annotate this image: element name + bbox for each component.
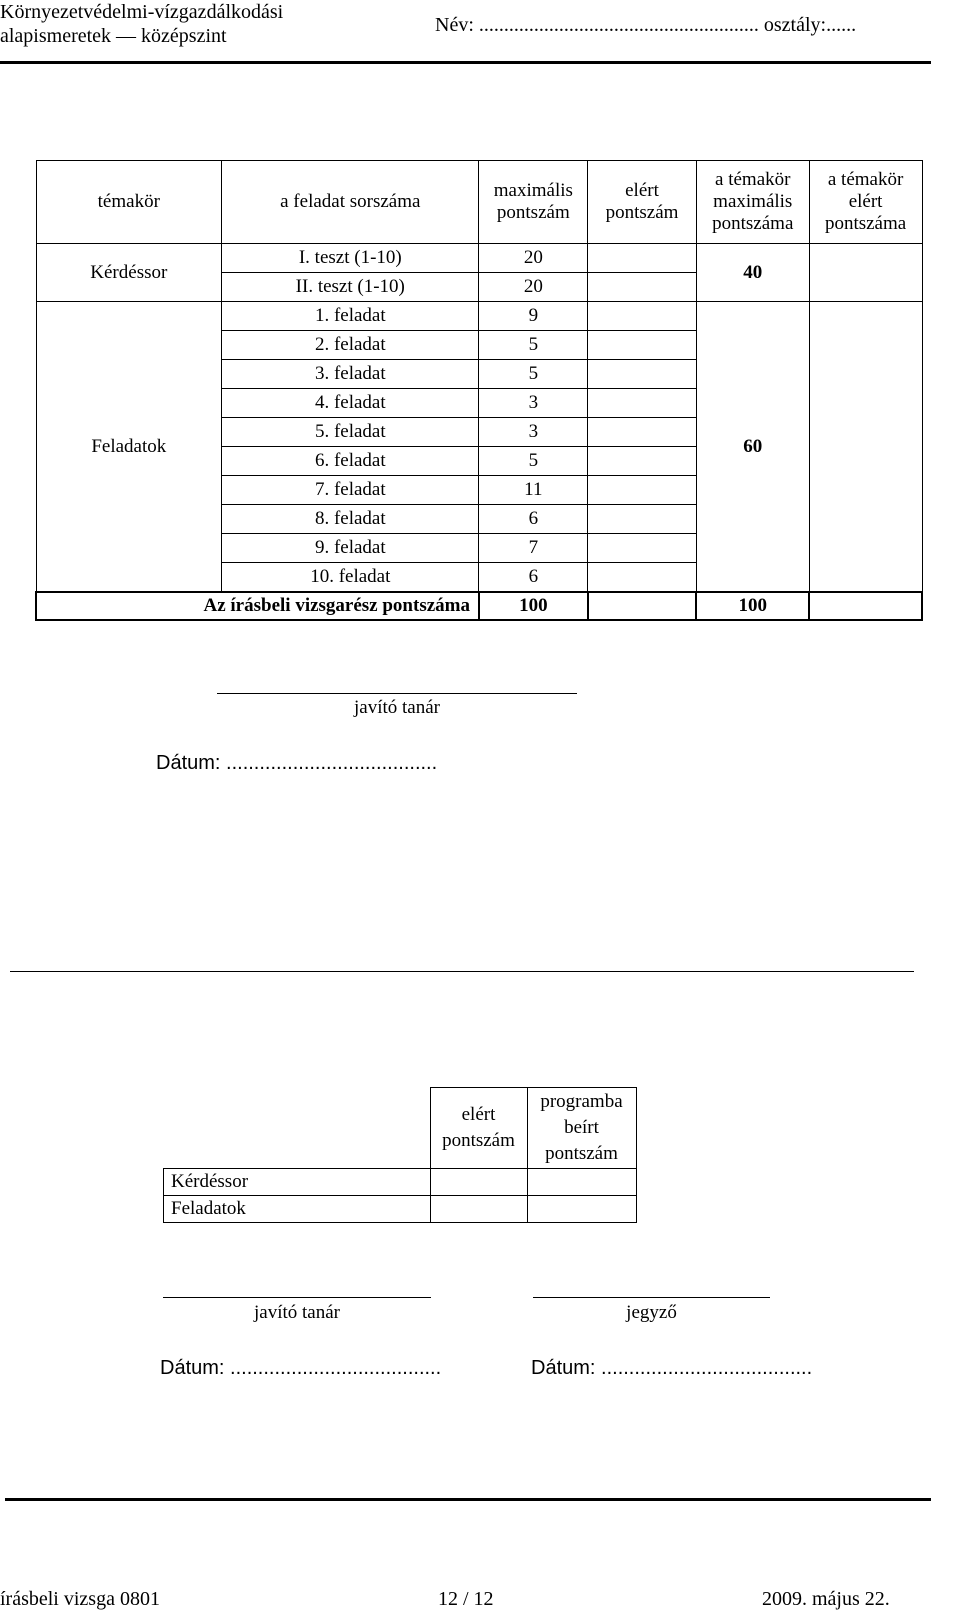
signature-role-corrector: javító tanár [354, 697, 440, 718]
total-label: Az írásbeli vizsgarész pontszáma [36, 592, 479, 620]
task-cell: 3. feladat [222, 360, 479, 389]
task-cell: 6. feladat [222, 447, 479, 476]
max-cell: 5 [479, 447, 588, 476]
header-achieved-points: elért pontszám [588, 161, 697, 244]
task-cell: 1. feladat [222, 302, 479, 331]
achieved-cell[interactable] [588, 447, 697, 476]
summary-row-feladatok [164, 1196, 637, 1223]
summary-table [163, 1087, 637, 1223]
achieved-cell[interactable] [588, 244, 697, 273]
max-cell: 6 [479, 563, 588, 593]
date-field-notary[interactable]: Dátum: ...................................... [531, 1357, 813, 1379]
summary-header-entered: programba beírt pontszám [527, 1088, 636, 1169]
achieved-cell[interactable] [588, 273, 697, 302]
total-achieved[interactable] [588, 592, 697, 620]
signature-line-corrector[interactable] [217, 693, 577, 694]
score-table [35, 160, 923, 621]
footer-exam-code: írásbeli vizsga 0801 [0, 1588, 160, 1610]
max-cell: 3 [479, 389, 588, 418]
date-field-corrector-2[interactable]: Dátum: ...................................... [160, 1357, 442, 1379]
header-task-number: a feladat sorszáma [222, 161, 479, 244]
header-max-points: maximális pontszám [479, 161, 588, 244]
achieved-cell[interactable] [588, 418, 697, 447]
signature-line-corrector-2[interactable] [163, 1297, 431, 1298]
task-cell: 4. feladat [222, 389, 479, 418]
table-row [36, 244, 922, 273]
achieved-cell[interactable] [588, 389, 697, 418]
footer-rule [5, 1498, 931, 1501]
summary-entered-kerdessor[interactable] [527, 1169, 636, 1196]
topic-max-kerdessor: 40 [696, 244, 809, 302]
total-topic-max: 100 [696, 592, 809, 620]
summary-entered-feladatok[interactable] [527, 1196, 636, 1223]
topic-achieved-feladatok[interactable] [809, 302, 922, 593]
total-row [36, 592, 922, 620]
summary-achieved-feladatok[interactable] [430, 1196, 527, 1223]
max-cell: 6 [479, 505, 588, 534]
score-table-header [36, 161, 922, 244]
achieved-cell[interactable] [588, 534, 697, 563]
header-rule [0, 61, 931, 64]
max-cell: 5 [479, 331, 588, 360]
separator-line [10, 971, 914, 972]
topic-achieved-kerdessor[interactable] [809, 244, 922, 302]
table-row [36, 302, 922, 331]
subject-line-2: alapismeretek — középszint [0, 25, 227, 47]
summary-row-kerdessor [164, 1169, 637, 1196]
footer-page-number: 12 / 12 [438, 1588, 494, 1610]
subject-line-1: Környezetvédelmi-vízgazdálkodási [0, 1, 284, 23]
name-class-field[interactable]: Név: ........................................................ osztály:...... [435, 14, 857, 36]
task-cell: 7. feladat [222, 476, 479, 505]
task-cell: 8. feladat [222, 505, 479, 534]
max-cell: 9 [479, 302, 588, 331]
max-cell: 5 [479, 360, 588, 389]
task-cell: II. teszt (1-10) [222, 273, 479, 302]
achieved-cell[interactable] [588, 563, 697, 593]
max-cell: 20 [479, 273, 588, 302]
task-cell: 5. feladat [222, 418, 479, 447]
date-field-corrector[interactable]: Dátum: ...................................... [156, 752, 438, 774]
header-topic-max: a témakör maximális pontszáma [696, 161, 809, 244]
achieved-cell[interactable] [588, 331, 697, 360]
summary-label-kerdessor: Kérdéssor [164, 1169, 431, 1196]
summary-corner [164, 1088, 431, 1169]
achieved-cell[interactable] [588, 360, 697, 389]
summary-header-achieved: elért pontszám [430, 1088, 527, 1169]
summary-label-feladatok: Feladatok [164, 1196, 431, 1223]
signature-role-corrector-2: javító tanár [254, 1302, 340, 1323]
task-cell: I. teszt (1-10) [222, 244, 479, 273]
header-topic: témakör [36, 161, 222, 244]
header-topic-achieved: a témakör elért pontszáma [809, 161, 922, 244]
task-cell: 9. feladat [222, 534, 479, 563]
topic-feladatok: Feladatok [36, 302, 222, 593]
subject-title [0, 0, 283, 48]
topic-kerdessor: Kérdéssor [36, 244, 222, 302]
task-cell: 10. feladat [222, 563, 479, 593]
total-topic-achieved[interactable] [809, 592, 922, 620]
achieved-cell[interactable] [588, 476, 697, 505]
signature-line-notary[interactable] [533, 1297, 770, 1298]
max-cell: 20 [479, 244, 588, 273]
max-cell: 11 [479, 476, 588, 505]
topic-max-feladatok: 60 [696, 302, 809, 593]
max-cell: 7 [479, 534, 588, 563]
achieved-cell[interactable] [588, 302, 697, 331]
total-max: 100 [479, 592, 588, 620]
summary-achieved-kerdessor[interactable] [430, 1169, 527, 1196]
max-cell: 3 [479, 418, 588, 447]
footer-date: 2009. május 22. [762, 1588, 890, 1610]
summary-header-row [164, 1088, 637, 1169]
signature-role-notary: jegyző [626, 1302, 677, 1323]
achieved-cell[interactable] [588, 505, 697, 534]
task-cell: 2. feladat [222, 331, 479, 360]
